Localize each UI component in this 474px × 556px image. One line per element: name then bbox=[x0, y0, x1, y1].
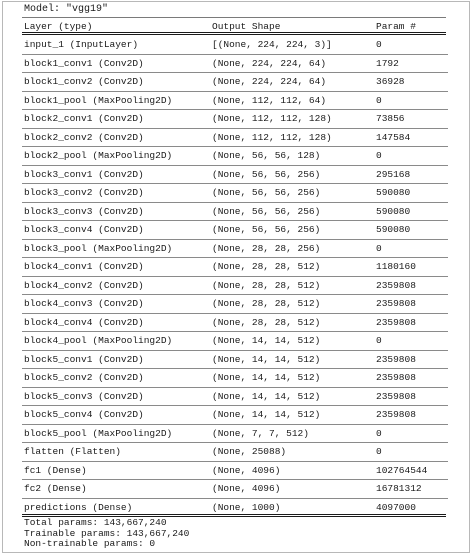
output-shape-cell: (None, 28, 28, 512) bbox=[212, 316, 321, 328]
table-row bbox=[24, 36, 448, 55]
column-header-output-shape: Output Shape bbox=[212, 21, 281, 32]
table-row bbox=[24, 462, 448, 481]
layer-name-cell: block1_pool (MaxPooling2D) bbox=[24, 94, 173, 106]
header-bottom-rule bbox=[22, 32, 446, 35]
column-header-layer: Layer (type) bbox=[24, 21, 93, 32]
param-count-cell: 0 bbox=[376, 150, 382, 161]
param-count-cell: 2359808 bbox=[376, 390, 416, 402]
param-count-cell: 2359808 bbox=[376, 353, 416, 365]
layer-name-cell: block5_conv4 (Conv2D) bbox=[24, 409, 144, 420]
layer-name-cell: block2_conv1 (Conv2D) bbox=[24, 113, 144, 124]
param-count-cell: 73856 bbox=[376, 113, 405, 124]
param-count-cell: 1792 bbox=[376, 57, 399, 69]
output-shape-cell: (None, 56, 56, 256) bbox=[212, 168, 321, 180]
table-row bbox=[24, 388, 448, 407]
output-shape-cell: (None, 28, 28, 256) bbox=[212, 242, 321, 254]
total-params: Total params: 143,667,240 bbox=[24, 517, 167, 528]
output-shape-cell: (None, 14, 14, 512) bbox=[212, 372, 321, 383]
param-count-cell: 36928 bbox=[376, 76, 405, 87]
param-count-cell: 2359808 bbox=[376, 372, 416, 383]
param-count-cell: 590080 bbox=[376, 205, 411, 217]
layer-name-cell: block4_conv1 (Conv2D) bbox=[24, 261, 144, 272]
layer-name-cell: block1_conv1 (Conv2D) bbox=[24, 57, 144, 69]
layer-name-cell: block5_pool (MaxPooling2D) bbox=[24, 427, 173, 439]
param-count-cell: 0 bbox=[376, 427, 382, 439]
output-shape-cell: (None, 14, 14, 512) bbox=[212, 335, 321, 346]
param-count-cell: 147584 bbox=[376, 131, 411, 143]
layer-name-cell: block5_conv3 (Conv2D) bbox=[24, 390, 144, 402]
output-shape-cell: (None, 112, 112, 128) bbox=[212, 131, 332, 143]
table-row bbox=[24, 129, 448, 148]
table-row bbox=[24, 425, 448, 444]
model-title: Model: "vgg19" bbox=[24, 4, 109, 15]
params-totals bbox=[24, 518, 189, 550]
table-row bbox=[24, 406, 448, 425]
param-count-cell: 0 bbox=[376, 242, 382, 254]
trainable-params: Trainable params: 143,667,240 bbox=[24, 527, 190, 539]
param-count-cell: 2359808 bbox=[376, 409, 416, 420]
layer-name-cell: block4_conv3 (Conv2D) bbox=[24, 298, 144, 309]
table-row bbox=[24, 110, 448, 129]
param-count-cell: 4097000 bbox=[376, 501, 416, 513]
layer-name-cell: block4_conv4 (Conv2D) bbox=[24, 316, 144, 328]
table-row bbox=[24, 73, 448, 92]
column-header-params: Param # bbox=[376, 21, 416, 32]
output-shape-cell: (None, 56, 56, 128) bbox=[212, 150, 321, 161]
layer-name-cell: block3_conv1 (Conv2D) bbox=[24, 168, 144, 180]
output-shape-cell: [(None, 224, 224, 3)] bbox=[212, 39, 332, 50]
layer-name-cell: flatten (Flatten) bbox=[24, 446, 121, 457]
param-count-cell: 590080 bbox=[376, 224, 411, 235]
param-count-cell: 295168 bbox=[376, 168, 411, 180]
layer-name-cell: predictions (Dense) bbox=[24, 501, 133, 513]
table-row bbox=[24, 92, 448, 111]
output-shape-cell: (None, 25088) bbox=[212, 446, 287, 457]
param-count-cell: 102764544 bbox=[376, 464, 428, 476]
output-shape-cell: (None, 56, 56, 256) bbox=[212, 187, 321, 198]
output-shape-cell: (None, 224, 224, 64) bbox=[212, 76, 327, 87]
table-row bbox=[24, 258, 448, 277]
layer-name-cell: block1_conv2 (Conv2D) bbox=[24, 76, 144, 87]
param-count-cell: 0 bbox=[376, 446, 382, 457]
table-row bbox=[24, 277, 448, 296]
param-count-cell: 1180160 bbox=[376, 261, 416, 272]
layer-name-cell: block5_conv2 (Conv2D) bbox=[24, 372, 144, 383]
output-shape-cell: (None, 112, 112, 64) bbox=[212, 94, 327, 106]
table-row bbox=[24, 166, 448, 185]
layer-name-cell: block5_conv1 (Conv2D) bbox=[24, 353, 144, 365]
layer-name-cell: block4_conv2 (Conv2D) bbox=[24, 279, 144, 291]
output-shape-cell: (None, 7, 7, 512) bbox=[212, 427, 309, 439]
output-shape-cell: (None, 14, 14, 512) bbox=[212, 409, 321, 420]
non-trainable-params: Non-trainable params: 0 bbox=[24, 538, 156, 549]
table-row bbox=[24, 351, 448, 370]
layer-name-cell: fc1 (Dense) bbox=[24, 464, 87, 476]
layer-name-cell: block4_pool (MaxPooling2D) bbox=[24, 335, 173, 346]
param-count-cell: 16781312 bbox=[376, 483, 422, 494]
param-count-cell: 2359808 bbox=[376, 279, 416, 291]
output-shape-cell: (None, 112, 112, 128) bbox=[212, 113, 332, 124]
output-shape-cell: (None, 14, 14, 512) bbox=[212, 353, 321, 365]
table-row bbox=[24, 480, 448, 499]
layer-name-cell: input_1 (InputLayer) bbox=[24, 39, 139, 50]
header-top-rule bbox=[22, 17, 446, 18]
output-shape-cell: (None, 14, 14, 512) bbox=[212, 390, 321, 402]
output-shape-cell: (None, 1000) bbox=[212, 501, 281, 513]
table-row bbox=[24, 184, 448, 203]
table-row bbox=[24, 369, 448, 388]
param-count-cell: 0 bbox=[376, 94, 382, 106]
table-row bbox=[24, 240, 448, 259]
layer-name-cell: block3_pool (MaxPooling2D) bbox=[24, 242, 173, 254]
layer-name-cell: block3_conv2 (Conv2D) bbox=[24, 187, 144, 198]
table-row bbox=[24, 314, 448, 333]
layer-name-cell: block2_pool (MaxPooling2D) bbox=[24, 150, 173, 161]
table-row bbox=[24, 55, 448, 74]
table-row bbox=[24, 295, 448, 314]
output-shape-cell: (None, 4096) bbox=[212, 464, 281, 476]
table-row bbox=[24, 147, 448, 166]
layer-name-cell: block3_conv3 (Conv2D) bbox=[24, 205, 144, 217]
layer-name-cell: block3_conv4 (Conv2D) bbox=[24, 224, 144, 235]
layer-name-cell: block2_conv2 (Conv2D) bbox=[24, 131, 144, 143]
output-shape-cell: (None, 4096) bbox=[212, 483, 281, 494]
layer-name-cell: fc2 (Dense) bbox=[24, 483, 87, 494]
param-count-cell: 2359808 bbox=[376, 316, 416, 328]
output-shape-cell: (None, 28, 28, 512) bbox=[212, 298, 321, 309]
param-count-cell: 2359808 bbox=[376, 298, 416, 309]
output-shape-cell: (None, 28, 28, 512) bbox=[212, 279, 321, 291]
output-shape-cell: (None, 28, 28, 512) bbox=[212, 261, 321, 272]
table-row bbox=[24, 332, 448, 351]
param-count-cell: 0 bbox=[376, 39, 382, 50]
output-shape-cell: (None, 56, 56, 256) bbox=[212, 224, 321, 235]
param-count-cell: 590080 bbox=[376, 187, 411, 198]
param-count-cell: 0 bbox=[376, 335, 382, 346]
layer-table bbox=[24, 36, 448, 517]
table-row bbox=[24, 221, 448, 240]
output-shape-cell: (None, 56, 56, 256) bbox=[212, 205, 321, 217]
output-shape-cell: (None, 224, 224, 64) bbox=[212, 57, 327, 69]
table-row bbox=[24, 203, 448, 222]
table-row bbox=[24, 443, 448, 462]
